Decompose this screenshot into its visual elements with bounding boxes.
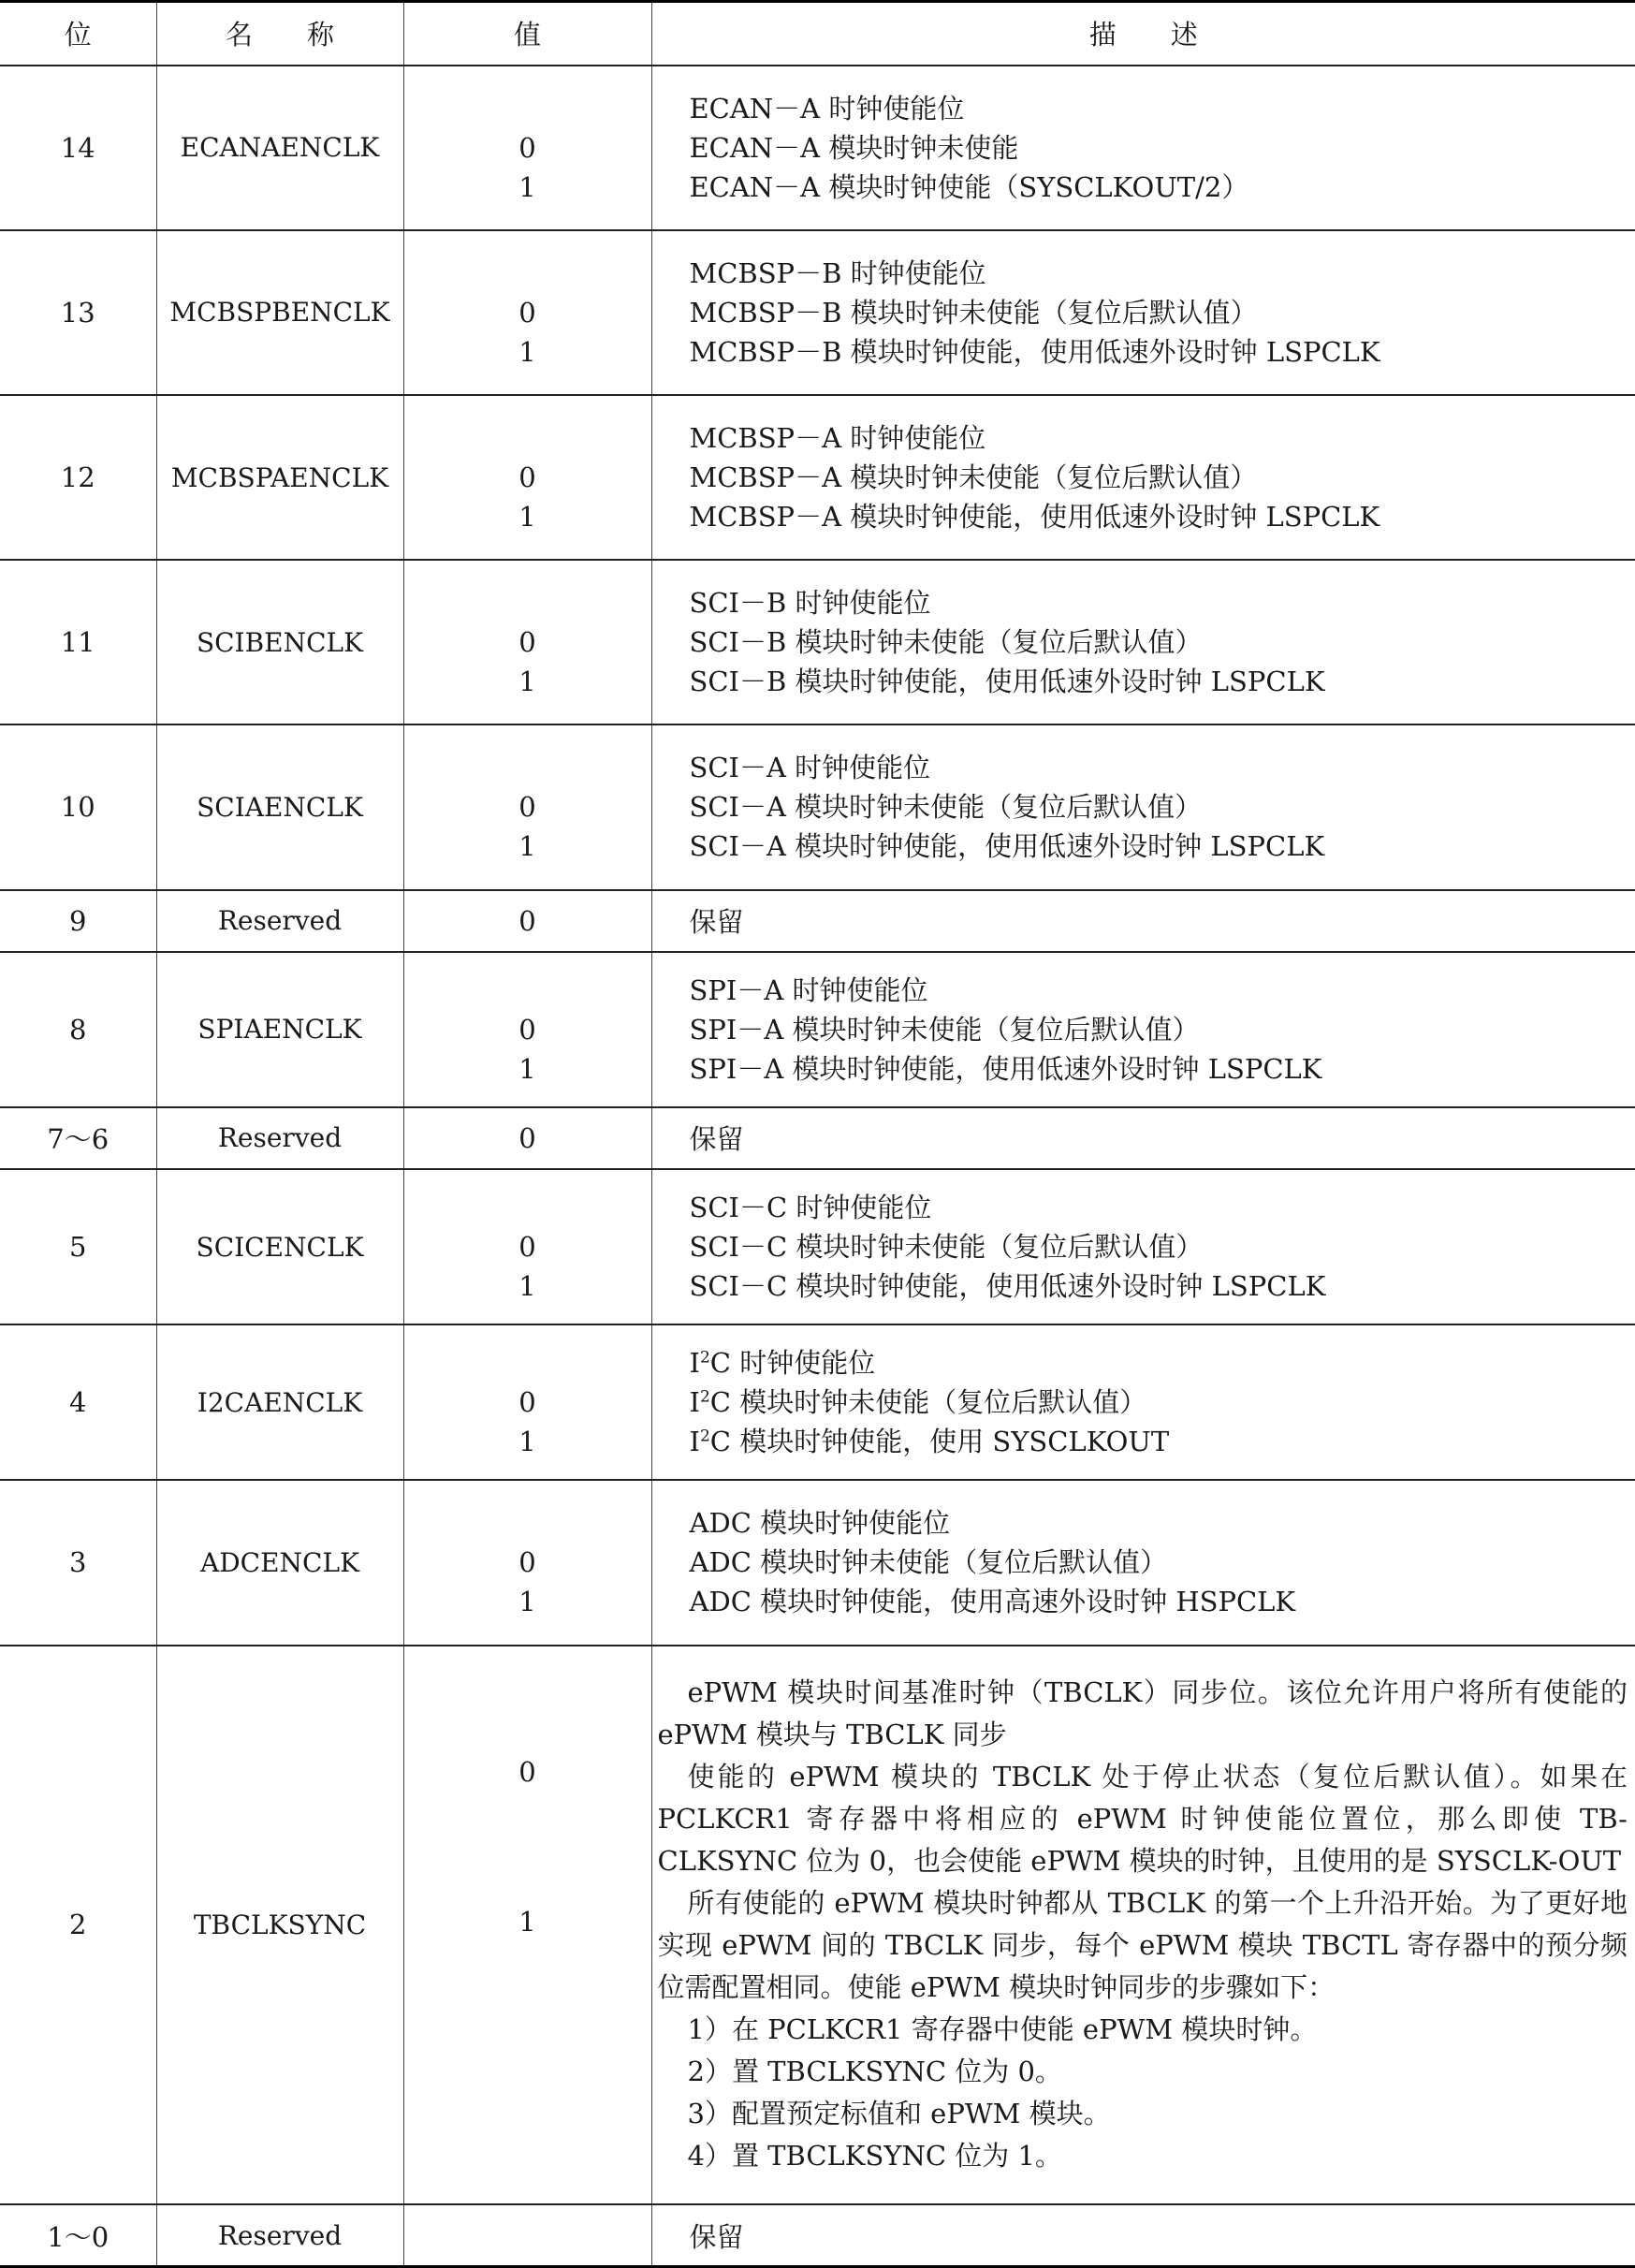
description-cell [651,1324,1635,1480]
value-1: 1 [518,1426,536,1458]
value-cell [403,1169,651,1324]
value-cell [403,1480,651,1645]
bit-cell: 9 [0,890,156,952]
desc-line: SCI－A 模块时钟未使能（复位后默认值） [689,791,1203,824]
desc-line: MCBSP－A 模块时钟使能，使用低速外设时钟 LSPCLK [689,501,1380,534]
value-0: 0 [518,626,536,659]
desc-line: SCI－B 模块时钟未使能（复位后默认值） [689,626,1203,659]
desc-step: 4）置 TBCLKSYNC 位为 1。 [687,2140,1062,2173]
desc-line: MCBSP－B 时钟使能位 [689,256,986,289]
name-cell: ADCENCLK [156,1480,403,1645]
table-row [0,890,1635,952]
desc-paragraph: ePWM 模块时间基准时钟（TBCLK）同步位。该位允许用户将所有使能的 ePWM 模块与 TBCLK 同步 [657,1676,1628,1751]
description-cell [651,724,1635,889]
desc-line: ECAN－A 模块时钟使能（SYSCLKOUT/2） [689,170,1249,203]
desc-line: SPI－A 模块时钟使能，使用低速外设时钟 LSPCLK [689,1052,1322,1085]
desc-step: 3）配置预定标值和 ePWM 模块。 [687,2098,1111,2130]
value-cell [403,230,651,395]
description-cell: 保留 [651,890,1635,952]
value-cell: 0 [403,1107,651,1169]
value-0: 0 [518,1013,536,1046]
bit-cell: 13 [0,230,156,395]
name-cell: SCIBENCLK [156,560,403,724]
table-row [0,1107,1635,1169]
desc-line: ECAN－A 时钟使能位 [689,92,965,124]
desc-step: 1）在 PCLKCR1 寄存器中使能 ePWM 模块时钟。 [687,2013,1318,2046]
desc-line: SCI－C 模块时钟未使能（复位后默认值） [689,1231,1204,1264]
bit-cell: 8 [0,952,156,1107]
table-row [0,395,1635,560]
desc-line: ADC 模块时钟使能位 [689,1507,951,1540]
value-1: 1 [518,1052,536,1085]
name-cell: MCBSPBENCLK [156,230,403,395]
bit-cell: 14 [0,66,156,230]
name-cell: ECANAENCLK [156,66,403,230]
description-cell [651,1169,1635,1324]
value-1: 1 [518,501,536,534]
bit-cell: 12 [0,395,156,560]
desc-line: MCBSP－B 模块时钟未使能（复位后默认值） [689,296,1258,329]
bit-cell: 10 [0,724,156,889]
value-0: 0 [518,461,536,494]
name-cell: Reserved [156,1107,403,1169]
value-1: 1 [518,1905,536,1938]
desc-line: $I^2C$ 模块时钟使能，使用 SYSCLKOUT [689,1426,1170,1458]
table-row [0,560,1635,724]
name-cell: Reserved [156,890,403,952]
description-cell [651,560,1635,724]
bit-cell: 11 [0,560,156,724]
desc-line: SPI－A 模块时钟未使能（复位后默认值） [689,1013,1200,1046]
name-cell: MCBSPAENCLK [156,395,403,560]
desc-paragraph: 所有使能的 ePWM 模块时钟都从 TBCLK 的第一个上升沿开始。为了更好地实现 ePWM 间的 TBCLK 同步，每个 ePWM 模块 TBCTL 寄存器中的预分频位需配置相同。使能 ePWM 模块时钟同步的步骤如下： [657,1887,1628,2004]
header-name: 名 称 [156,2,403,66]
desc-line: SCI－A 模块时钟使能，使用低速外设时钟 LSPCLK [689,830,1325,863]
name-cell: SCICENCLK [156,1169,403,1324]
desc-line: ADC 模块时钟使能，使用高速外设时钟 HSPCLK [689,1586,1296,1618]
desc-line: MCBSP－B 模块时钟使能，使用低速外设时钟 LSPCLK [689,335,1380,368]
value-0: 0 [518,1231,536,1264]
table-row [0,230,1635,395]
desc-paragraph: 使能的 ePWM 模块的 TBCLK 处于停止状态（复位后默认值）。如果在 PCLKCR1 寄存器中将相应的 ePWM 时钟使能位置位，那么即使 TB-CLKSYNC 位为 0，也会使能 ePWM 模块的时钟，且使用的是 SYSCLK-OUT [657,1761,1628,1878]
value-cell [403,395,651,560]
table-header-row [0,2,1635,66]
description-cell: 保留 [651,2204,1635,2266]
value-0: 0 [518,791,536,824]
table-row [0,2204,1635,2266]
desc-line: MCBSP－A 时钟使能位 [689,422,986,455]
value-1: 1 [518,1586,536,1618]
bit-cell: 3 [0,1480,156,1645]
table-row [0,1169,1635,1324]
desc-line: SCI－B 时钟使能位 [689,587,931,620]
desc-line: ECAN－A 模块时钟未使能 [689,131,1019,164]
desc-line: ADC 模块时钟未使能（复位后默认值） [689,1546,1168,1579]
table-row [0,952,1635,1107]
header-bit: 位 [0,2,156,66]
value-cell: 0 [403,890,651,952]
i2c-prefix: I [689,1347,700,1380]
desc-line: SCI－C 模块时钟使能，使用低速外设时钟 LSPCLK [689,1270,1326,1303]
desc-line: $I^2C$ 时钟使能位 [689,1347,876,1380]
name-cell: SPIAENCLK [156,952,403,1107]
name-cell: Reserved [156,2204,403,2266]
desc-line: SPI－A 时钟使能位 [689,973,928,1006]
description-cell [651,1646,1635,2205]
value-1: 1 [518,666,536,698]
bit-cell: 1～0 [0,2204,156,2266]
description-cell: 保留 [651,1107,1635,1169]
value-cell [403,560,651,724]
header-value: 值 [403,2,651,66]
value-cell [403,1646,651,2205]
name-cell: SCIAENCLK [156,724,403,889]
desc-step: 2）置 TBCLKSYNC 位为 0。 [687,2056,1062,2088]
table-row [0,1324,1635,1480]
description-cell [651,952,1635,1107]
value-0: 0 [518,1755,536,1788]
table-row [0,1480,1635,1645]
desc-line: SCI－C 时钟使能位 [689,1192,932,1224]
desc-line: SCI－A 时钟使能位 [689,752,931,784]
table-row [0,66,1635,230]
value-0: 0 [518,296,536,329]
value-1: 1 [518,335,536,368]
value-0: 0 [518,1386,536,1419]
description-cell [651,66,1635,230]
description-cell [651,230,1635,395]
i2c-superscript: 2 [699,1348,710,1368]
name-cell: I2CAENCLK [156,1324,403,1480]
value-1: 1 [518,830,536,863]
bit-cell: 4 [0,1324,156,1480]
desc-line: MCBSP－A 模块时钟未使能（复位后默认值） [689,461,1258,494]
description-cell [651,395,1635,560]
bit-cell: 7～6 [0,1107,156,1169]
value-cell [403,724,651,889]
desc-line: SCI－B 模块时钟使能，使用低速外设时钟 LSPCLK [689,666,1325,698]
value-cell [403,952,651,1107]
value-0: 0 [518,131,536,164]
value-cell [403,66,651,230]
header-description: 描 述 [651,2,1635,66]
name-cell: TBCLKSYNC [156,1646,403,2205]
value-0: 0 [518,1546,536,1579]
description-cell [651,1480,1635,1645]
bit-cell: 5 [0,1169,156,1324]
value-1: 1 [518,170,536,203]
value-cell [403,1324,651,1480]
value-1: 1 [518,1270,536,1303]
desc-line: $I^2C$ 模块时钟未使能（复位后默认值） [689,1386,1147,1419]
table-row [0,724,1635,889]
table-row [0,1646,1635,2205]
bit-cell: 2 [0,1646,156,2205]
value-cell [403,2204,651,2266]
